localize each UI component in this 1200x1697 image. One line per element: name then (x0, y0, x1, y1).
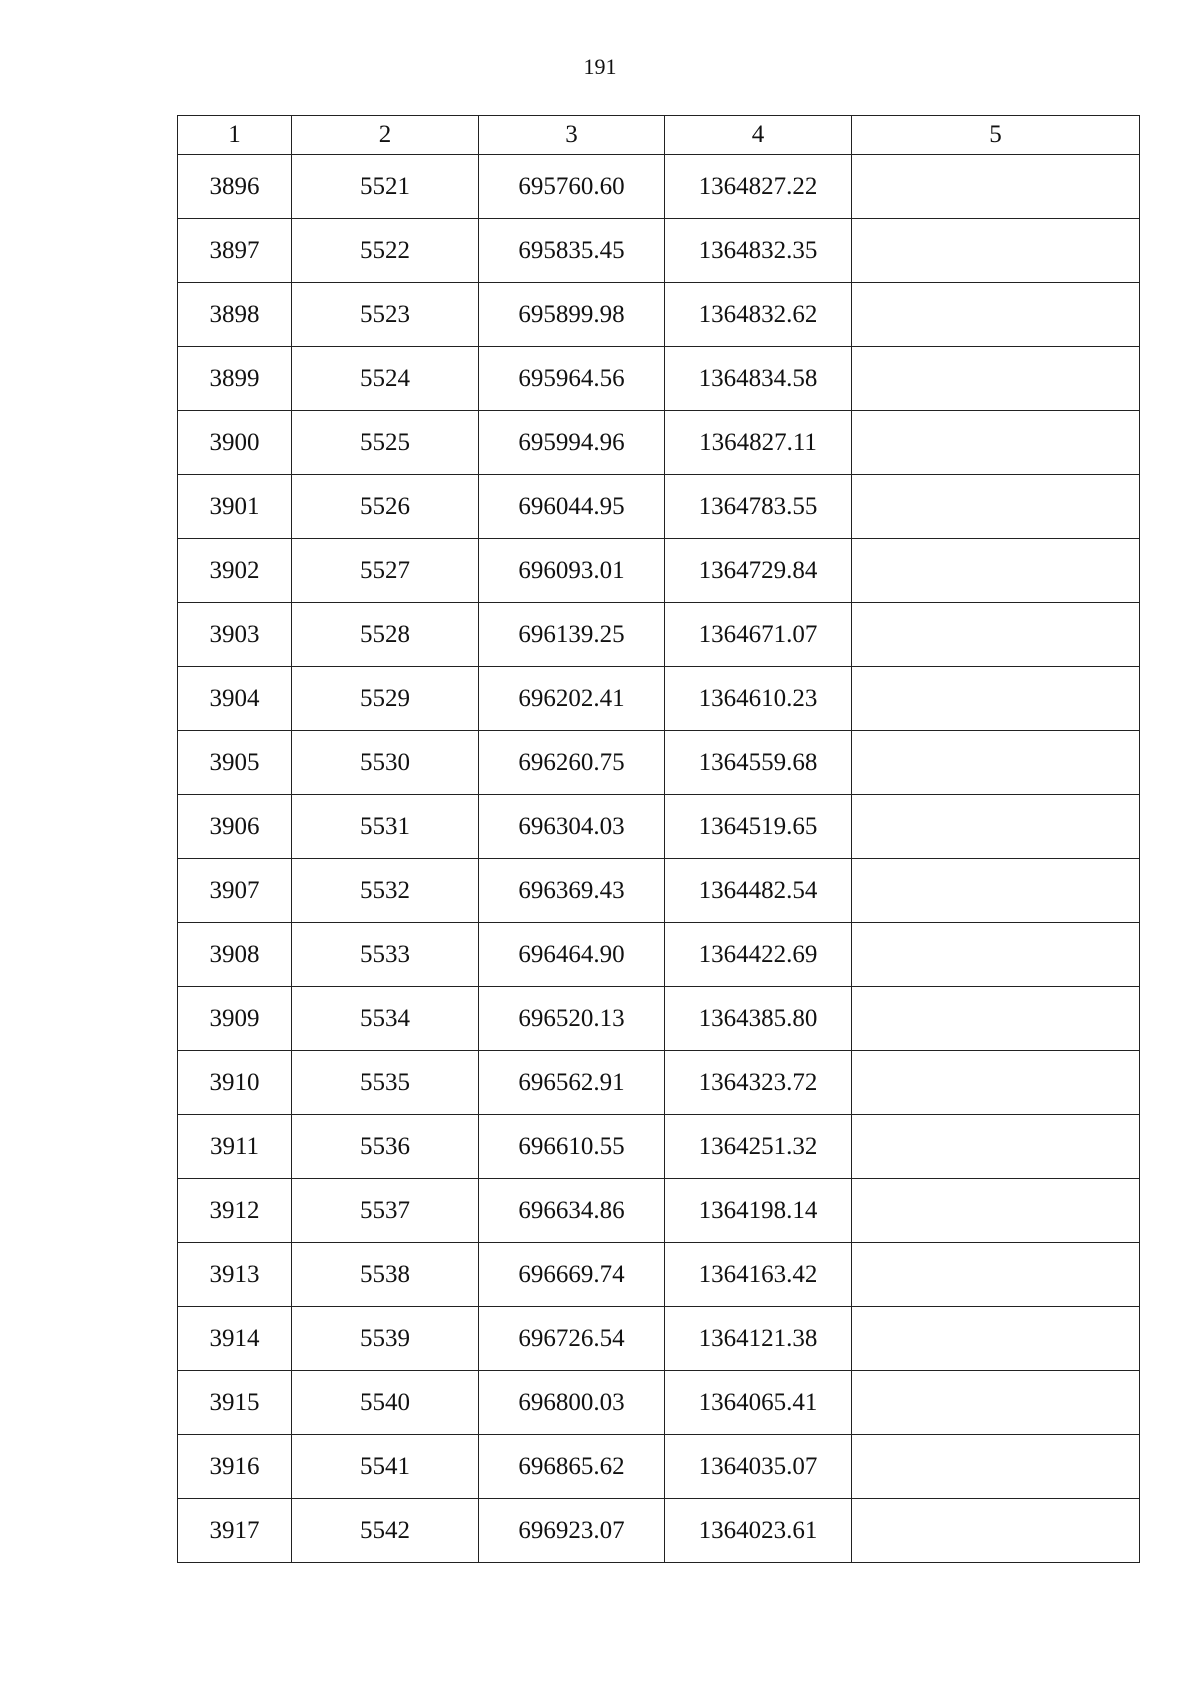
table-cell: 3915 (178, 1371, 292, 1435)
table-cell: 696726.54 (479, 1307, 665, 1371)
column-header: 2 (292, 116, 479, 155)
table-cell (852, 475, 1140, 539)
table-cell: 5538 (292, 1243, 479, 1307)
table-cell (852, 795, 1140, 859)
table-cell (852, 539, 1140, 603)
table-cell: 5532 (292, 859, 479, 923)
table-cell: 1364519.65 (665, 795, 852, 859)
table-cell (852, 987, 1140, 1051)
table-header-row (178, 116, 1140, 155)
table-cell: 3901 (178, 475, 292, 539)
table-cell: 5525 (292, 411, 479, 475)
table-cell: 5534 (292, 987, 479, 1051)
column-header: 1 (178, 116, 292, 155)
table-cell: 1364827.22 (665, 155, 852, 219)
table-cell: 695835.45 (479, 219, 665, 283)
table-cell: 696304.03 (479, 795, 665, 859)
table-cell: 5539 (292, 1307, 479, 1371)
table-row (178, 1307, 1140, 1371)
table-cell: 1364832.62 (665, 283, 852, 347)
table-row (178, 411, 1140, 475)
table-cell: 695760.60 (479, 155, 665, 219)
table-cell (852, 1371, 1140, 1435)
table-cell: 696634.86 (479, 1179, 665, 1243)
table-cell: 3909 (178, 987, 292, 1051)
table-row (178, 603, 1140, 667)
table-cell: 3913 (178, 1243, 292, 1307)
coordinates-table (177, 115, 1140, 1563)
table-cell: 5522 (292, 219, 479, 283)
table-cell: 1364671.07 (665, 603, 852, 667)
table-cell: 695964.56 (479, 347, 665, 411)
table-row (178, 731, 1140, 795)
table-cell: 696610.55 (479, 1115, 665, 1179)
table-cell: 1364832.35 (665, 219, 852, 283)
table-row (178, 1243, 1140, 1307)
table-cell: 5524 (292, 347, 479, 411)
table-cell (852, 1499, 1140, 1563)
table-cell: 696369.43 (479, 859, 665, 923)
table-cell (852, 347, 1140, 411)
table-cell: 696800.03 (479, 1371, 665, 1435)
table-cell (852, 411, 1140, 475)
table-cell (852, 859, 1140, 923)
table-cell (852, 1051, 1140, 1115)
table-cell: 3906 (178, 795, 292, 859)
table-cell: 1364827.11 (665, 411, 852, 475)
table-cell: 1364559.68 (665, 731, 852, 795)
table-cell: 696093.01 (479, 539, 665, 603)
table-cell (852, 283, 1140, 347)
table-cell: 696520.13 (479, 987, 665, 1051)
table-cell: 5540 (292, 1371, 479, 1435)
table-cell: 1364385.80 (665, 987, 852, 1051)
table-cell: 3900 (178, 411, 292, 475)
table-cell: 3907 (178, 859, 292, 923)
table-row (178, 859, 1140, 923)
table-row (178, 1179, 1140, 1243)
table-cell: 1364729.84 (665, 539, 852, 603)
table-cell: 3899 (178, 347, 292, 411)
table-cell: 3908 (178, 923, 292, 987)
table-row (178, 219, 1140, 283)
table-cell: 696562.91 (479, 1051, 665, 1115)
table-row (178, 1435, 1140, 1499)
table-row (178, 347, 1140, 411)
table-cell: 696865.62 (479, 1435, 665, 1499)
table-cell: 1364251.32 (665, 1115, 852, 1179)
table-cell (852, 731, 1140, 795)
table-cell: 696044.95 (479, 475, 665, 539)
table-cell: 1364610.23 (665, 667, 852, 731)
table-cell (852, 1179, 1140, 1243)
table-cell: 695994.96 (479, 411, 665, 475)
table-cell: 3917 (178, 1499, 292, 1563)
table-cell (852, 1243, 1140, 1307)
table-cell (852, 1435, 1140, 1499)
table-cell: 696669.74 (479, 1243, 665, 1307)
table-cell: 1364023.61 (665, 1499, 852, 1563)
table-cell (852, 667, 1140, 731)
table-cell: 696202.41 (479, 667, 665, 731)
table-cell: 1364035.07 (665, 1435, 852, 1499)
table-cell: 3911 (178, 1115, 292, 1179)
table-cell: 1364482.54 (665, 859, 852, 923)
table-cell: 3916 (178, 1435, 292, 1499)
table-cell: 3914 (178, 1307, 292, 1371)
table-cell: 696260.75 (479, 731, 665, 795)
table-body (178, 116, 1140, 1563)
table-row (178, 539, 1140, 603)
table-cell (852, 1307, 1140, 1371)
table-cell: 1364121.38 (665, 1307, 852, 1371)
table-cell: 5526 (292, 475, 479, 539)
table-row (178, 1371, 1140, 1435)
table-cell: 3910 (178, 1051, 292, 1115)
column-header: 3 (479, 116, 665, 155)
table-cell: 1364163.42 (665, 1243, 852, 1307)
table-cell (852, 1115, 1140, 1179)
table-cell: 5536 (292, 1115, 479, 1179)
table-cell: 3897 (178, 219, 292, 283)
table-cell (852, 219, 1140, 283)
table-row (178, 1051, 1140, 1115)
table-row (178, 155, 1140, 219)
table-cell: 1364323.72 (665, 1051, 852, 1115)
table-cell: 5533 (292, 923, 479, 987)
table-cell: 3903 (178, 603, 292, 667)
table-cell: 1364422.69 (665, 923, 852, 987)
table-cell: 5527 (292, 539, 479, 603)
table-cell: 3902 (178, 539, 292, 603)
table-cell: 1364783.55 (665, 475, 852, 539)
table-row (178, 795, 1140, 859)
table-row (178, 923, 1140, 987)
table-cell: 5529 (292, 667, 479, 731)
table-row (178, 1499, 1140, 1563)
table-cell: 3912 (178, 1179, 292, 1243)
table-cell: 3898 (178, 283, 292, 347)
table-cell: 696139.25 (479, 603, 665, 667)
table-cell: 1364065.41 (665, 1371, 852, 1435)
table-cell: 5528 (292, 603, 479, 667)
column-header: 4 (665, 116, 852, 155)
table-cell: 5537 (292, 1179, 479, 1243)
table-cell: 5541 (292, 1435, 479, 1499)
table-cell (852, 603, 1140, 667)
table-cell (852, 155, 1140, 219)
table-row (178, 667, 1140, 731)
table-row (178, 1115, 1140, 1179)
table-cell: 5523 (292, 283, 479, 347)
table-cell: 5530 (292, 731, 479, 795)
table-cell: 696464.90 (479, 923, 665, 987)
table-cell: 5542 (292, 1499, 479, 1563)
table-cell: 5531 (292, 795, 479, 859)
table-cell: 3905 (178, 731, 292, 795)
table-cell: 3904 (178, 667, 292, 731)
table-cell (852, 923, 1140, 987)
table-cell: 1364198.14 (665, 1179, 852, 1243)
table-cell: 696923.07 (479, 1499, 665, 1563)
table-cell: 5521 (292, 155, 479, 219)
table-row (178, 987, 1140, 1051)
table-cell: 1364834.58 (665, 347, 852, 411)
table-cell: 3896 (178, 155, 292, 219)
table-row (178, 283, 1140, 347)
table-cell: 5535 (292, 1051, 479, 1115)
table-cell: 695899.98 (479, 283, 665, 347)
table-row (178, 475, 1140, 539)
page-number: 191 (583, 54, 617, 79)
column-header: 5 (852, 116, 1140, 155)
